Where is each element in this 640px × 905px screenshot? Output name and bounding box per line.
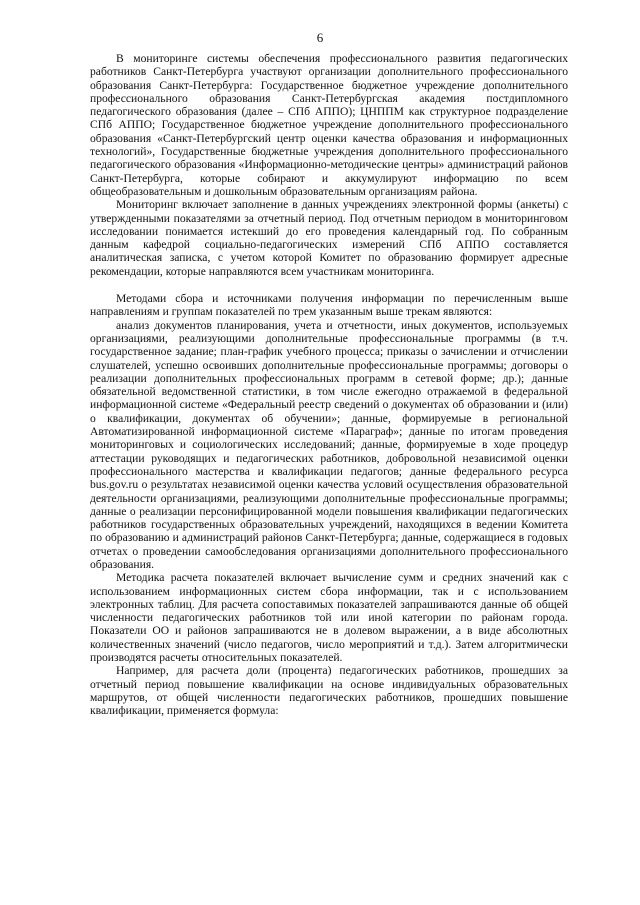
paragraph-methods-intro: Методами сбора и источниками получения информации по перечисленным выше направлениям и группам показателей по трем указанным выше трекам являются: bbox=[90, 292, 568, 319]
paragraph-monitoring-participants: В мониторинге системы обеспечения профессионального развития педагогических работников Санкт-Петербурга участвуют организации дополнительного профессионального образования Санкт-Петербурга: Государственное бюджетное учреждение дополнительного профессионального образования Санкт-Петербургская академия постдипломного педагогического образования (далее – СПб АППО); ЦНППМ как структурное подразделение СПб АППО; Государственное бюджетное учреждение дополнительного профессионального образования «Санкт-Петербургский центр оценки качества образования и информационных технологий», Государственные бюджетные учреждения дополнительного профессионального педагогического образования «Информационно-методические центры» администраций районов Санкт-Петербурга, которые собирают и аккумулируют информацию по всем общеобразовательным и дошкольным образовательным организациям района. bbox=[90, 52, 568, 198]
document-body bbox=[90, 52, 568, 718]
page-number: 6 bbox=[316, 30, 324, 45]
paragraph-data-sources: анализ документов планирования, учета и отчетности, иных документов, используемых организациями, реализующими дополнительные профессиональные программы (в т.ч. государственное задание; план-график учебного процесса; приказы о зачислении и отчислении слушателей, успешно освоивших дополнительные профессиональные программы; договоры о реализации дополнительных профессиональных программ в сетевой форме; др.); данные обязательной ведомственной статистики, в том числе ежегодно отражаемой в федеральной информационной системе «Федеральный реестр сведений о документах об образовании и (или) о квалификации, документах об обучении»; данные, формируемые в региональной Автоматизированной информационной системе «Параграф»; данные по итогам проведения мониторинговых и социологических исследований; данные, формируемые в ходе процедур аттестации руководящих и педагогических работников, добровольной независимой оценки профессионального мастерства и квалификации педагогов; данные федерального ресурса bus.gov.ru о результатах независимой оценки качества условий осуществления образовательной деятельности организациями, реализующими дополнительные профессиональные программы; данные о реализации персонифицированной модели повышения квалификации педагогических работников государственных образовательных учреждений, находящихся в ведении Комитета по образованию и администраций районов Санкт-Петербурга; данные, содержащиеся в годовых отчетах о проведении самообследования организациями дополнительного профессионального образования. bbox=[90, 318, 568, 571]
paragraph-monitoring-process: Мониторинг включает заполнение в данных учреждениях электронной формы (анкеты) с утвержденными показателями за отчетный период. Под отчетным периодом в мониторинговом исследовании понимается истекший до его проведения календарный год. По собранным данным кафедрой социально-педагогических измерений СПб АППО составляется аналитическая записка, с учетом которой Комитет по образованию формирует адресные рекомендации, которые направляются всем участникам мониторинга. bbox=[90, 198, 568, 278]
paragraph-formula-example: Например, для расчета доли (процента) педагогических работников, прошедших за отчетный период повышение квалификации на основе индивидуальных образовательных маршрутов, от общей численности педагогических работников, прошедших повышение квалификации, применяется формула: bbox=[90, 664, 568, 718]
paragraph-calculation-method: Методика расчета показателей включает вычисление сумм и средних значений как с использованием информационных систем сбора информации, так и с использованием электронных таблиц. Для расчета сопоставимых показателей запрашиваются данные об общей численности педагогических работников той или иной категории по районам города. Показатели ОО и районов запрашиваются не в долевом выражении, а в виде абсолютных количественных значений (число педагогов, число мероприятий и т.д.). Затем алгоритмически производятся расчеты относительных показателей. bbox=[90, 571, 568, 665]
